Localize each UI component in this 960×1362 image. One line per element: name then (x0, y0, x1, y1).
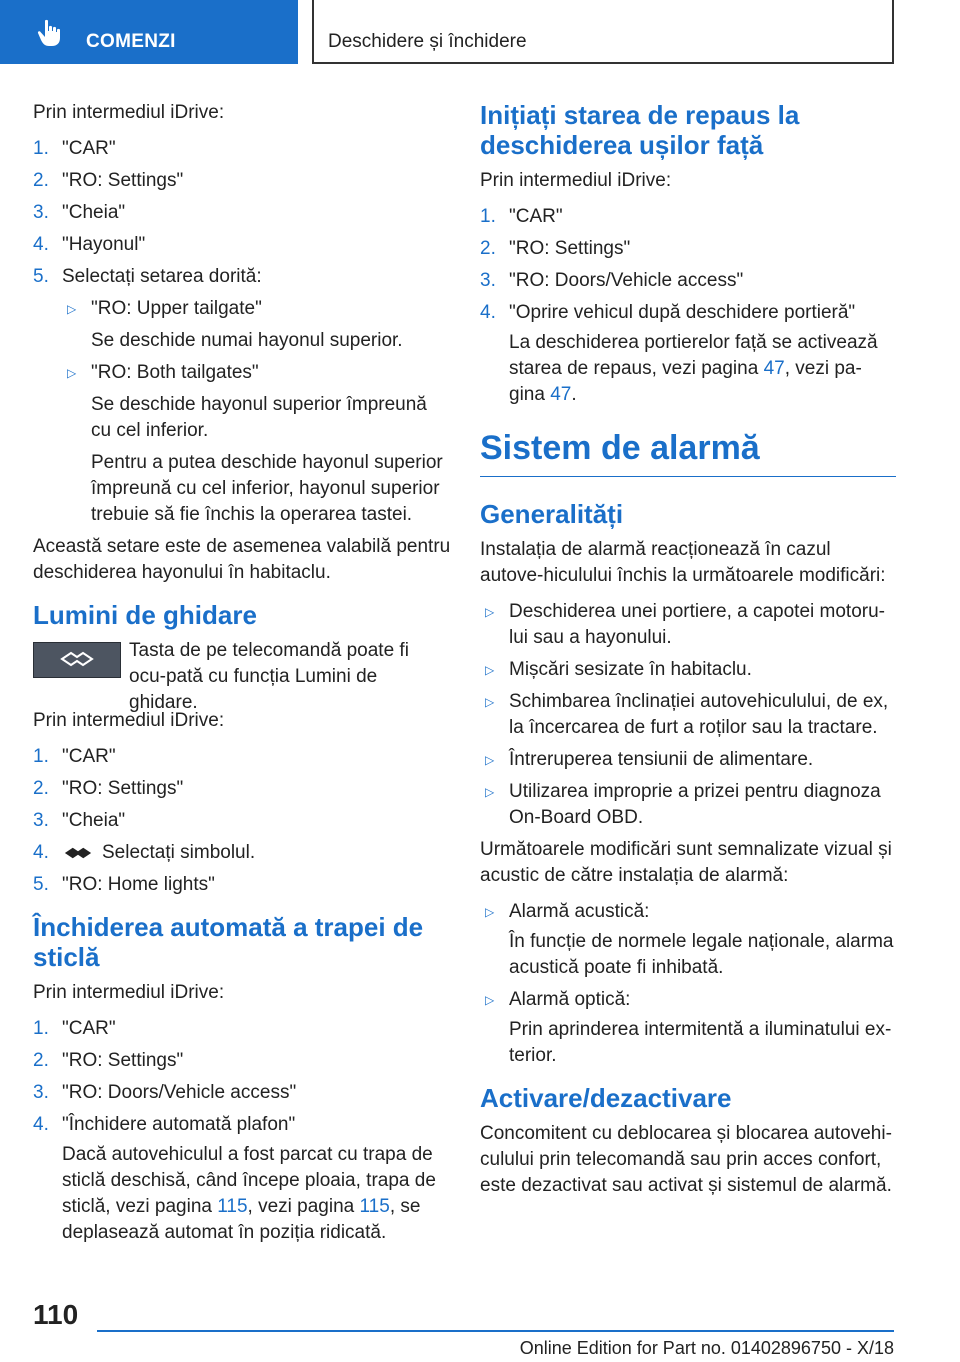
home-lights-button-image (33, 642, 121, 678)
list-item: 4. Selectați simbolul. (33, 842, 256, 863)
footer-divider (97, 1330, 894, 1332)
intro-text: Prin intermediul iDrive: (33, 102, 225, 123)
intro-text: Prin intermediul iDrive: (33, 982, 225, 1003)
paragraph: Concomitent cu deblocarea și blocarea autovehi-culului prin telecomandă sau prin acces confort, este dezactivat sau activat și sistemul de alarmă. (480, 1123, 892, 1196)
button-text: Tasta de pe telecomandă poate fi ocu-pată cu funcția Lumini de ghidare. (129, 640, 409, 713)
page-number: 110 (33, 1299, 79, 1330)
numbered-list (480, 204, 896, 408)
button-description (33, 638, 451, 713)
intro-text: Prin intermediul iDrive: (480, 170, 672, 191)
home-lights-icon (60, 651, 94, 667)
list-item: 3. "RO: Doors/Vehicle access" (33, 1082, 297, 1103)
page-link[interactable]: 115 (359, 1196, 390, 1217)
section-title: COMENZI (86, 31, 176, 52)
list-item: ▷ Întreruperea tensiunii de alimentare. (485, 749, 814, 770)
list-item: 2. "RO: Settings" (33, 1050, 184, 1071)
list-item: 3. "RO: Doors/Vehicle access" (480, 270, 744, 291)
list-item: ▷ Deschiderea unei portiere, a capotei motoru-lui sau a hayonului. (485, 601, 885, 648)
heading-repaus: Inițiați starea de repaus la deschiderea ușilor față (480, 100, 800, 160)
list-item: ▷ Mișcări sesizate în habitaclu. (485, 659, 752, 680)
right-column (480, 100, 896, 1199)
heading-lumini: Lumini de ghidare (33, 600, 257, 630)
paragraph: Următoarele modificări sunt semnalizate vizual și acustic de către instalația de alarmă: (480, 839, 892, 886)
list-item: ▷ Alarmă optică: Prin aprinderea intermitentă a iluminatului ex-terior. (485, 989, 892, 1066)
list-item: 4. "Hayonul" (33, 234, 146, 255)
list-item: ▷ "RO: Upper tailgate" Se deschide numai hayonul superior. (67, 298, 403, 351)
note-text: Această setare este de asemenea valabilă pentru deschiderea hayonului în habitaclu. (33, 536, 451, 583)
hand-pointer-icon (36, 18, 64, 48)
heading-generalitati: Generalități (480, 499, 624, 529)
heading-inchidere: Închiderea automată a trapei de sticlă (33, 912, 424, 972)
left-column (33, 100, 451, 1252)
item-description: La deschiderea portierelor față se activează starea de repaus, vezi pagina 47, vezi pa-gina 47. (509, 332, 878, 405)
list-item: 5. "RO: Home lights" (33, 874, 215, 895)
list-item: ▷ Alarmă acustică: În funcție de normele legale naționale, alarma acustică poate fi inhibată. (485, 901, 894, 978)
home-lights-icon (62, 846, 94, 860)
bullet-list (480, 599, 896, 831)
numbered-list (33, 1016, 451, 1246)
list-item: 2. "RO: Settings" (480, 238, 631, 259)
heading-activare: Activare/dezactivare (480, 1083, 732, 1113)
bullet-list (62, 296, 451, 528)
list-item: 2. "RO: Settings" (33, 170, 184, 191)
chapter-header (312, 0, 894, 64)
intro-text: Prin intermediul iDrive: (33, 710, 225, 731)
page-link[interactable]: 47 (550, 384, 572, 405)
edition-text: Online Edition for Part no. 01402896750 - X/18 (519, 1338, 894, 1358)
list-item: 3. "Cheia" (33, 810, 126, 831)
item-description: Dacă autovehiculul a fost parcat cu trapa de sticlă deschisă, când începe ploaia, trapa de sticlă, vezi pagina 115, vezi pagina 115, se deplasează automat în poziția ridicată. (62, 1144, 436, 1243)
numbered-list (33, 744, 451, 898)
list-item: 3. "Cheia" (33, 202, 126, 223)
numbered-list (33, 136, 451, 290)
page-link[interactable]: 47 (763, 358, 785, 379)
chapter-title: Deschidere și închidere (328, 31, 527, 52)
list-item: 2. "RO: Settings" (33, 778, 184, 799)
paragraph: Instalația de alarmă reacționează în cazul autove-hiculului închis la următoarele modificări: (480, 539, 886, 586)
section-tab[interactable] (0, 0, 298, 64)
list-item: ▷ Utilizarea improprie a prizei pentru diagnoza On-Board OBD. (485, 781, 881, 828)
list-item: 5. Selectați setarea dorită: (33, 266, 262, 287)
bullet-list (480, 899, 896, 1069)
list-item: 4. "Oprire vehicul după deschidere portieră" La deschiderea portierelor față se activează starea de repaus, vezi pagina 47, vezi pa-gina 47. (480, 300, 896, 408)
list-item: ▷ Schimbarea înclinației autovehiculului, de ex, la încercarea de furt a roților sau la tractare. (485, 691, 889, 738)
list-item: 1. "CAR" (33, 138, 116, 159)
page-link[interactable]: 115 (217, 1196, 248, 1217)
list-item: 4. "Închidere automată plafon" Dacă autovehiculul a fost parcat cu trapa de sticlă deschisă, când începe ploaia, trapa de sticlă, vezi pagina 115, vezi pagina 115, se deplasează automat în poziția ridicată. (33, 1112, 451, 1246)
heading-alarma: Sistem de alarmă (480, 428, 896, 477)
list-item: 1. "CAR" (480, 206, 563, 227)
list-item: 1. "CAR" (33, 1018, 116, 1039)
list-item: 1. "CAR" (33, 746, 116, 767)
list-item: ▷ "RO: Both tailgates" Se deschide hayonul superior împreună cu cel inferior. Pentru a putea deschide hayonul superior împreună cu cel inferior, hayonul superior trebuie să fie închis la operarea tastei. (67, 362, 443, 525)
